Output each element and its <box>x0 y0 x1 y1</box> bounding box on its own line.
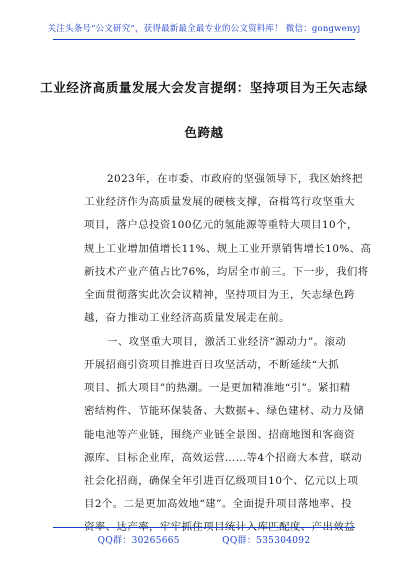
body-line: 能电池等产业链，围绕产业链全景图、招商地图和客商资 <box>84 429 356 441</box>
body-line: 一、攻坚重大项目，激活工业经济“源动力”。滚动 <box>107 336 347 348</box>
footer-qq-group-2: QQ群：535304092 <box>222 536 311 546</box>
body-line: 密结构件、节能环保装备、大数据+、绿色建材、动力及储 <box>84 405 365 417</box>
body-line: 资率、达产率，牢牢抓住项目统计入库匹配度、产出效益 <box>84 521 356 533</box>
header-banner: 关注头条号“公文研究”，获得最新最全最专业的公文资料库！ 微信：gongwenyj <box>47 24 361 34</box>
footer-divider <box>53 527 355 528</box>
document-title-line-1: 工业经济高质量发展大会发言提纲：坚持项目为王矢志绿 <box>40 80 368 95</box>
body-line: 全面贯彻落实此次会议精神，坚持项目为王，矢志绿色跨 <box>84 289 356 301</box>
document-title-line-2: 色跨越 <box>184 125 224 140</box>
body-line: 规上工业增加值增长11%、规上工业开票销售增长10%、高 <box>84 243 372 255</box>
body-line: 工业经济作为高质量发展的硬核支撑，奋楫笃行攻坚重大 <box>84 196 356 208</box>
body-line: 开展招商引资项目推进百日攻坚活动，不断延续“大抓 <box>84 359 340 371</box>
body-line: 项目，落户总投资100亿元的氢能源等重特大项目10个， <box>84 219 358 231</box>
footer <box>0 533 408 546</box>
body-line: 社会化招商，确保全年引进百亿级项目10个、亿元以上项 <box>84 475 359 487</box>
body-line: 源库、目标企业库，高效运营……等4个招商大本营，联动 <box>84 452 363 464</box>
header-divider <box>53 39 355 40</box>
body-line: 新技术产业产值占比76%，均居全市前三。下一步，我们将 <box>84 266 369 278</box>
body-line: 越，奋力推动工业经济高质量发展走在前。 <box>84 312 290 324</box>
body-line: 2023年，在市委、市政府的坚强领导下，我区始终把 <box>107 173 363 185</box>
body-line: 项目、抓大项目”的热潮。一是更加精准地“引”。紧扣精 <box>84 382 351 394</box>
footer-qq-group-1: QQ群：30265665 <box>97 536 180 546</box>
body-line: 目2个。二是更加高效地“建”。全面提升项目落地率、投 <box>84 498 352 510</box>
